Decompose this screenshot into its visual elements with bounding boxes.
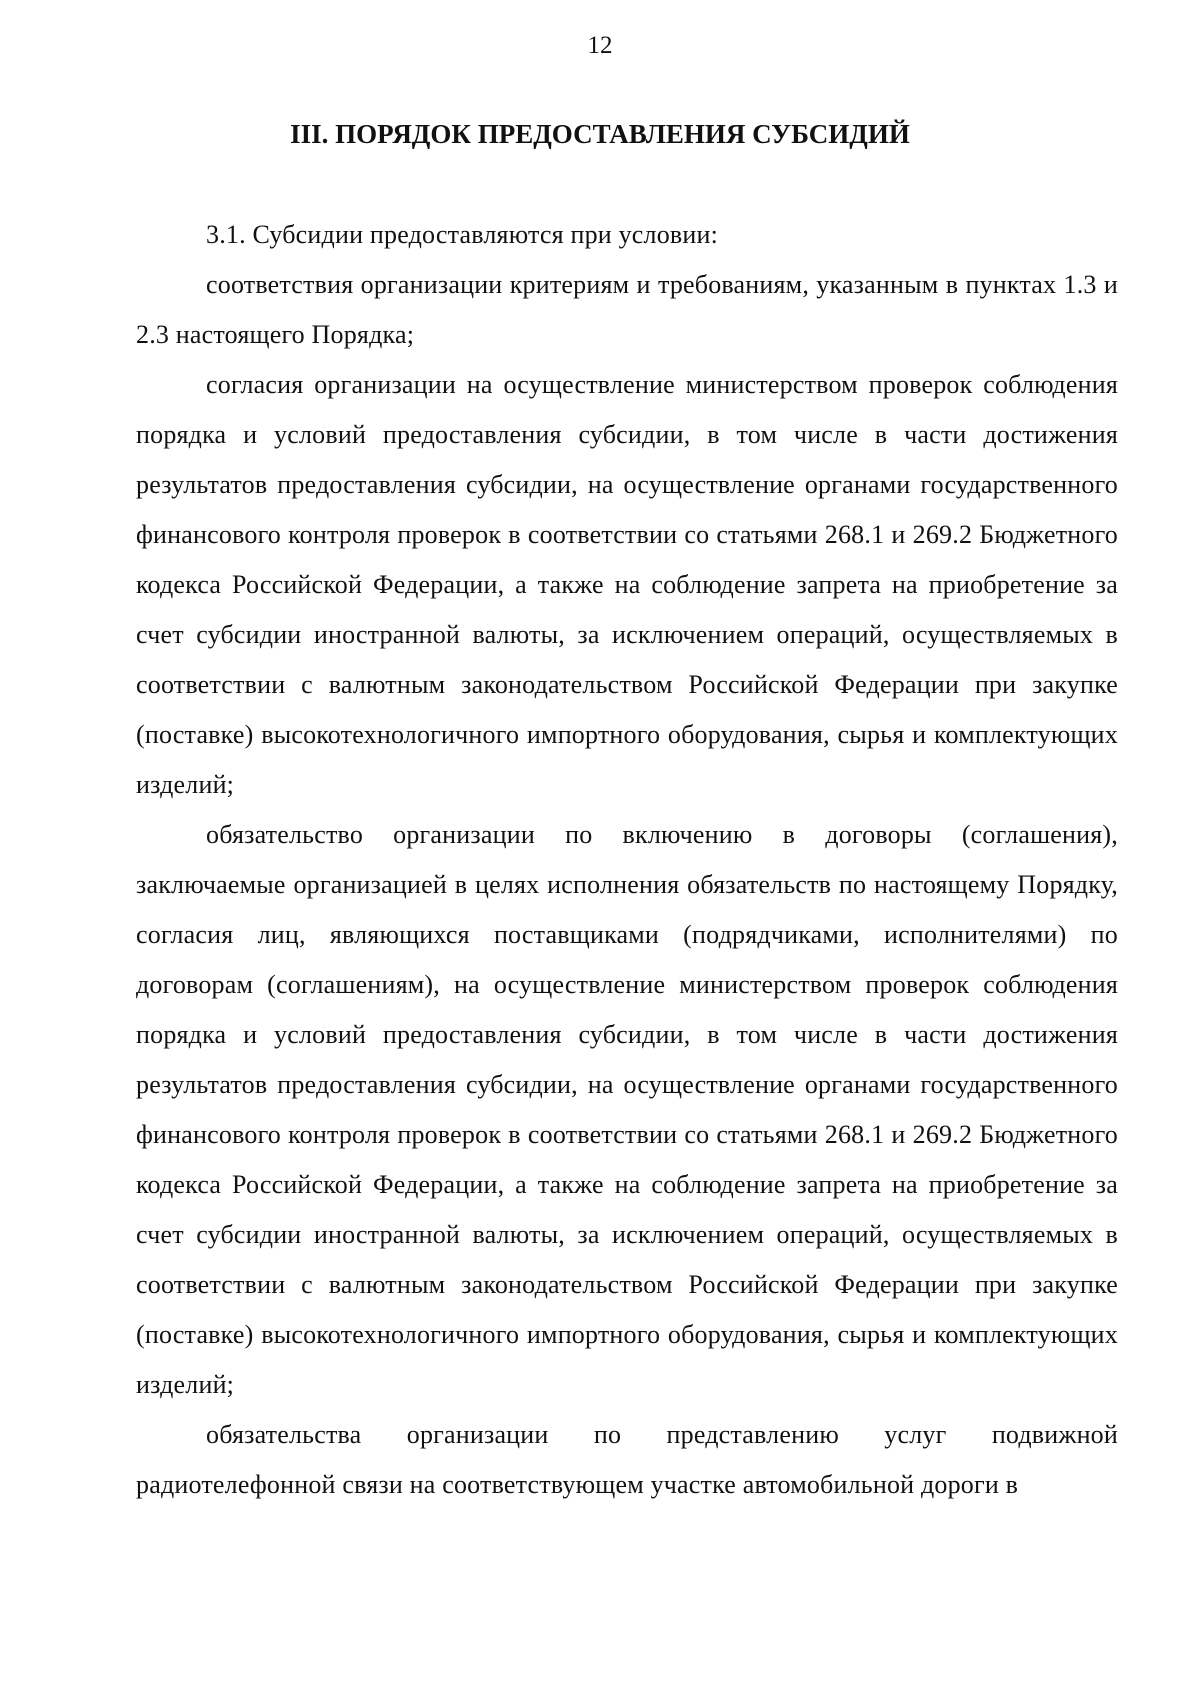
page-number: 12 bbox=[587, 32, 613, 59]
paragraph-contract-obligation: обязательство организации по включению в договоры (соглашения), заключаемые организацией в целях исполнения обязательств по настоящему Порядку, согласия лиц, являющихся поставщиками (подрядчиками, исполнителями) по договорам (соглашениям), на осуществление министерством проверок соблюдения порядка и условий предоставления субсидии, в том числе в части достижения результатов предоставления субсидии, на осуществление органами государственного финансового контроля проверок в соответствии со статьями 268.1 и 269.2 Бюджетного кодекса Российской Федерации, а также на соблюдение запрета на приобретение за счет субсидии иностранной валюты, за исключением операций, осуществляемых в соответствии с валютным законодательством Российской Федерации при закупке (поставке) высокотехнологичного импортного оборудования, сырья и комплектующих изделий; bbox=[136, 820, 1118, 1399]
paragraph-criteria: соответствия организации критериям и требованиям, указанным в пунктах 1.3 и 2.3 настоящего Порядка; bbox=[136, 270, 1118, 349]
paragraph-consent-inspections: согласия организации на осуществление министерством проверок соблюдения порядка и условий предоставления субсидии, в том числе в части достижения результатов предоставления субсидии, на осуществление органами государственного финансового контроля проверок в соответствии со статьями 268.1 и 269.2 Бюджетного кодекса Российской Федерации, а также на соблюдение запрета на приобретение за счет субсидии иностранной валюты, за исключением операций, осуществляемых в соответствии с валютным законодательством Российской Федерации при закупке (поставке) высокотехнологичного импортного оборудования, сырья и комплектующих изделий; bbox=[136, 370, 1118, 799]
paragraph-3-1: 3.1. Субсидии предоставляются при условии: bbox=[206, 220, 719, 249]
section-title: III. ПОРЯДОК ПРЕДОСТАВЛЕНИЯ СУБСИДИЙ bbox=[290, 119, 910, 149]
paragraph-radiotelephone-obligation: обязательства организации по представлению услуг подвижной радиотелефонной связи на соответствующем участке автомобильной дороги в bbox=[136, 1420, 1118, 1499]
document-body bbox=[136, 210, 1118, 1510]
